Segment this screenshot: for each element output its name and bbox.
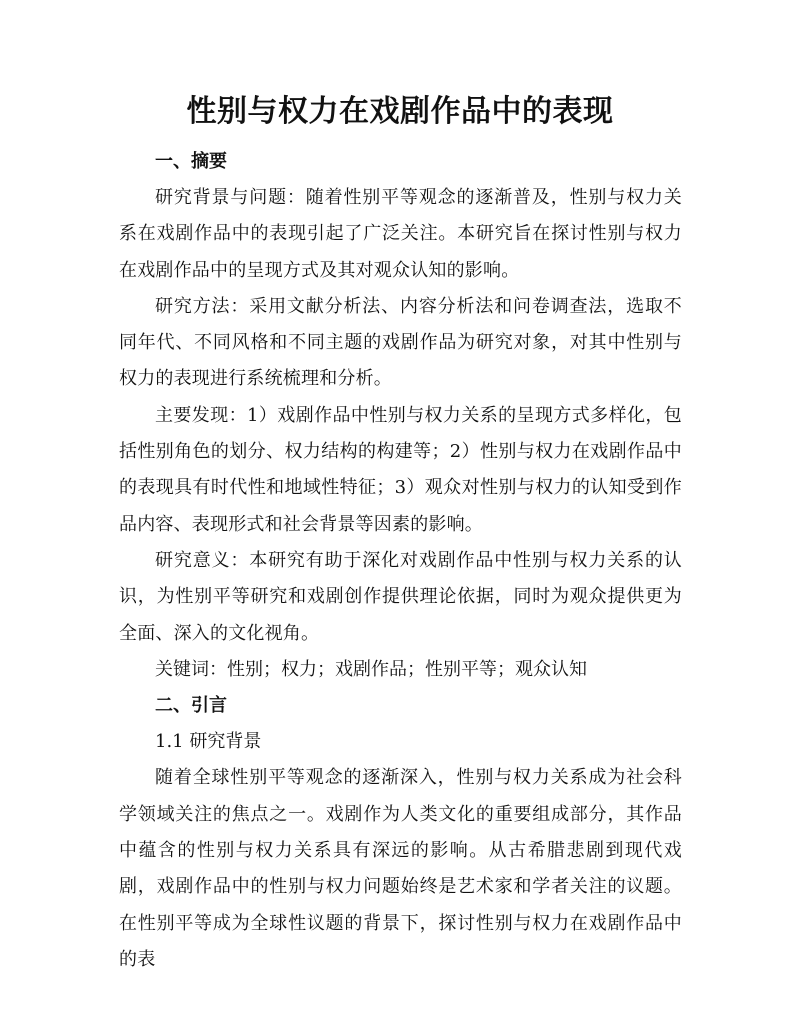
intro-sub-heading: 1.1 研究背景 — [155, 731, 262, 753]
intro-heading: 二、引言 — [155, 695, 227, 717]
abstract-significance-paragraph: 研究意义：本研究有助于深化对戏剧作品中性别与权力关系的认识，为性别平等研究和戏剧创作提供理论依据，同时为观众提供更为全面、深入的文化视角。 — [119, 549, 682, 644]
intro-paragraph: 随着全球性别平等观念的逐渐深入，性别与权力关系成为社会科学领域关注的焦点之一。戏剧作为人类文化的重要组成部分，其作品中蕴含的性别与权力关系具有深远的影响。从古希腊悲剧到现代戏剧，戏剧作品中的性别与权力问题始终是艺术家和学者关注的议题。在性别平等成为全球性议题的背景下，探讨性别与权力在戏剧作品中的表 — [119, 767, 682, 970]
document-body — [119, 144, 682, 978]
abstract-findings-paragraph: 主要发现：1）戏剧作品中性别与权力关系的呈现方式多样化，包括性别角色的划分、权力结构的构建等；2）性别与权力在戏剧作品中的表现具有时代性和地域性特征；3）观众对性别与权力的认知受到作品内容、表现形式和社会背景等因素的影响。 — [119, 404, 682, 535]
abstract-methods-paragraph: 研究方法：采用文献分析法、内容分析法和问卷调查法，选取不同年代、不同风格和不同主题的戏剧作品为研究对象，对其中性别与权力的表现进行系统梳理和分析。 — [119, 295, 682, 390]
abstract-heading: 一、摘要 — [155, 151, 227, 172]
keywords-line: 关键词：性别；权力；戏剧作品；性别平等；观众认知 — [155, 658, 587, 680]
abstract-background-paragraph: 研究背景与问题：随着性别平等观念的逐渐普及，性别与权力关系在戏剧作品中的表现引起了广泛关注。本研究旨在探讨性别与权力在戏剧作品中的呈现方式及其对观众认知的影响。 — [119, 187, 682, 281]
document-title: 性别与权力在戏剧作品中的表现 — [186, 94, 614, 129]
